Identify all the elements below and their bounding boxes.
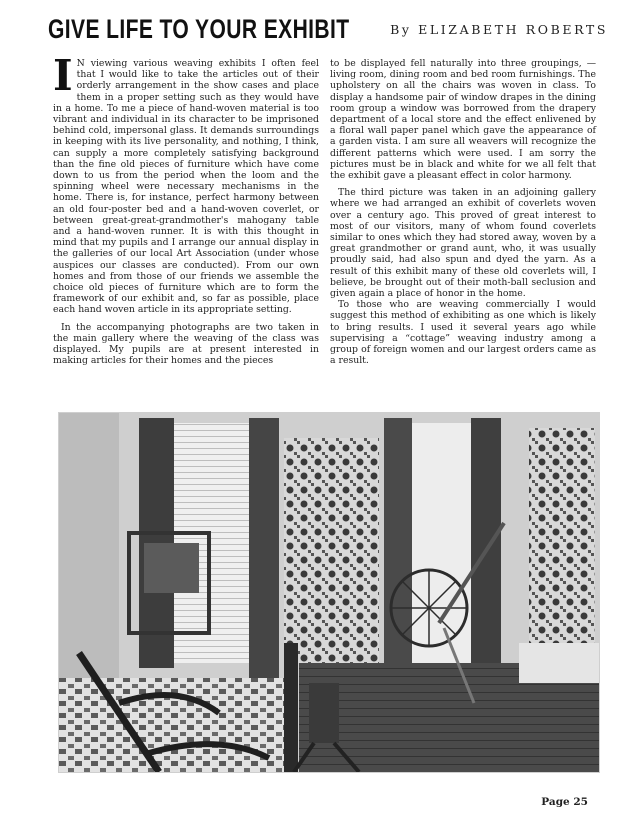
author-byline: By ELIZABETH ROBERTS (390, 22, 608, 37)
drop-cap: I (53, 51, 73, 100)
left-column (53, 51, 319, 367)
page-number: Page 25 (541, 796, 588, 808)
article-title: GIVE LIFE TO YOUR EXHIBIT (48, 14, 350, 44)
paragraph: to be displayed fell naturally into three groupings, —living room, dining room and bed room furnishings. The upholstery on all the chairs was woven in class. To display a handsome pair of window drapes in the dining room group a window was borrowed from the drapery department of a local store and the effect enlivened by a floral wall paper panel which gave the appearance of a garden vista. I am sure all weavers will recognize the different patterns which were used. I am sorry the pictures must be in black and white for we all felt that the exhibit gave a pleasant effect in color harmony. (330, 58, 596, 182)
article-header (48, 12, 608, 48)
paragraph: In the accompanying photographs are two taken in the main gallery where the weaving of the class was displayed. My pupils are at present interested in making articles for their homes and the pieces (53, 321, 319, 367)
paragraph: To those who are weaving commercially I would suggest this method of exhibiting as one which is likely to bring results. I used it several years ago while supervising a “cottage” weaving industry among a group of foreign women and our largest orders came as a result. (330, 299, 596, 367)
exhibit-photograph (58, 412, 600, 773)
paragraph: The third picture was taken in an adjoining gallery where we had arranged an exhibit of coverlets woven over a century ago. This proved of great interest to most of our visitors, many of whom found coverlets similar to ones which they had stored away, woven by a great grandmother or grand aunt, who, it was usually proudly said, had also spun and dyed the yarn. As a result of this exhibit many of these old coverlets will, I believe, be brought out of their moth-ball seclusion and given again a place of honor in the home. (330, 187, 596, 300)
photo-illustration (59, 413, 599, 772)
paragraph: I N viewing various weaving exhibits I often feel that I would like to take the articles out of their orderly arrangement in the show cases and place them in a proper setting such as they would have in a home. To me a piece of hand-woven material is too vibrant and individual in its character to be imprisoned behind cold, impersonal glass. It demands surroundings in keeping with its live personality, and nothing, I think, can supply a more completely satisfying background than the fine old pieces of furniture which have come down to us from the period when the loom and the spinning wheel were necessary mechanisms in the home. There is, for instance, perfect harmony between an old four-poster bed and a hand-woven coverlet, or between great-great-grandmother's mahogany table and a hand-woven runner. It is with this thought in mind that my pupils and I arrange our annual display in the galleries of our local Art Association (under whose auspices our classes are conducted). From our own homes and from those of our friends we assemble the choice old pieces of furniture which are to form the framework of our exhibit and, so far as possible, place each hand woven article in its appropriate setting. (53, 51, 319, 316)
right-column (330, 58, 596, 366)
